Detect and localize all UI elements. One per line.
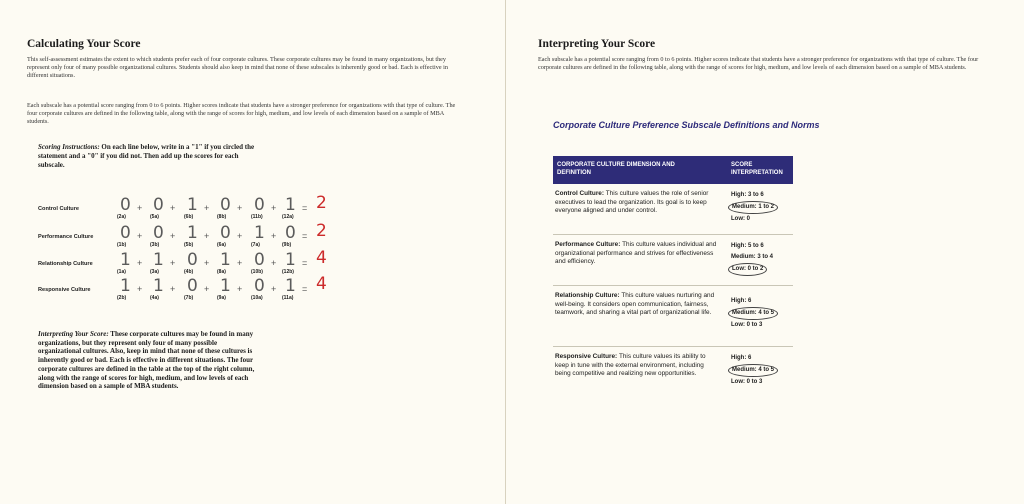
table-row xyxy=(553,184,793,235)
plus-sign: + xyxy=(137,203,143,213)
plus-sign: + xyxy=(137,284,143,294)
dimension-cell xyxy=(555,241,717,267)
score-medium: Medium: 3 to 4 xyxy=(731,254,774,260)
item-reference: (1b) xyxy=(117,242,127,248)
plus-sign: + xyxy=(237,258,243,268)
interpreting-paragraph xyxy=(38,330,260,391)
right-page xyxy=(506,0,1024,504)
plus-sign: + xyxy=(137,258,143,268)
equals-sign: = xyxy=(302,284,308,294)
dimension-cell xyxy=(555,292,717,318)
left-heading: Calculating Your Score xyxy=(27,38,141,50)
medium-circle: Medium: 4 to 5 xyxy=(728,307,778,320)
row-label: Control Culture xyxy=(38,206,80,212)
score-high: High: 6 xyxy=(731,298,752,304)
score-digit: 1 xyxy=(285,276,296,296)
score-digit: 1 xyxy=(120,250,131,270)
plus-sign: + xyxy=(237,284,243,294)
item-reference: (3a) xyxy=(150,269,159,275)
score-low: Low: 0 to 3 xyxy=(731,379,763,385)
score-digit: 0 xyxy=(254,276,265,296)
plus-sign: + xyxy=(137,231,143,241)
item-reference: (5a) xyxy=(150,214,159,220)
item-reference: (8b) xyxy=(217,214,227,220)
plus-sign: + xyxy=(237,203,243,213)
score-digit: 1 xyxy=(254,223,265,243)
item-reference: (3b) xyxy=(150,242,160,248)
right-heading: Interpreting Your Score xyxy=(538,38,656,50)
plus-sign: + xyxy=(204,284,210,294)
score-medium xyxy=(731,201,778,214)
scoring-instructions xyxy=(38,143,266,170)
score-digit: 1 xyxy=(153,250,164,270)
item-reference: (11b) xyxy=(251,214,263,220)
right-paragraph: Each subscale has a potential score ranging from 0 to 6 points. Higher scores indicate that students have a stronger preference for organizations with that type of culture. The four corporate cultures are defined in the following table, along with the range of scores for high, medium, and low levels of each dimension based on a sample of MBA students. xyxy=(538,56,979,72)
score-digit: 0 xyxy=(220,223,231,243)
item-reference: (9a) xyxy=(217,295,226,301)
score-digit: 0 xyxy=(254,250,265,270)
item-reference: (2a) xyxy=(117,214,126,220)
score-digit: 0 xyxy=(153,195,164,215)
dimension-definition: This culture values individual and organizational performance and strives for effectiveness and efficiency. xyxy=(555,241,717,266)
item-reference: (9b) xyxy=(282,242,292,248)
score-digit: 1 xyxy=(187,223,198,243)
subscale-total: 2 xyxy=(316,193,327,213)
score-digit: 0 xyxy=(254,195,265,215)
score-cell xyxy=(731,353,778,388)
item-reference: (6a) xyxy=(217,242,226,248)
plus-sign: + xyxy=(204,231,210,241)
dimension-cell xyxy=(555,353,717,379)
score-digit: 0 xyxy=(285,223,296,243)
plus-sign: + xyxy=(271,284,277,294)
score-digit: 0 xyxy=(187,250,198,270)
score-digit: 1 xyxy=(285,195,296,215)
left-paragraph-2: Each subscale has a potential score ranging from 0 to 6 points. Higher scores indicate that students have a stronger preference for organizations with that type of culture. The four corporate cultures are defined in the following table, along with the range of scores for high, medium, and low levels of each dimension based on a sample of MBA students. xyxy=(27,102,456,126)
score-high: High: 6 xyxy=(731,355,752,361)
score-low: Low: 0 to 3 xyxy=(731,322,763,328)
item-reference: (10a) xyxy=(251,295,263,301)
item-reference: (1a) xyxy=(117,269,126,275)
equals-sign: = xyxy=(302,258,308,268)
row-label: Performance Culture xyxy=(38,234,94,240)
dimension-term: Responsive Culture: xyxy=(555,353,618,360)
plus-sign: + xyxy=(170,258,176,268)
plus-sign: + xyxy=(237,231,243,241)
plus-sign: + xyxy=(271,203,277,213)
item-reference: (4b) xyxy=(184,269,194,275)
score-digit: 1 xyxy=(187,195,198,215)
scoring-instructions-lead: Scoring Instructions: xyxy=(38,143,100,151)
table-header xyxy=(553,156,793,184)
dimension-definition: This culture values nurturing and well-being. It considers open communication, fairness, teamwork, and sharing a vital part of organizational life. xyxy=(555,292,715,317)
header-score: SCORE INTERPRETATION xyxy=(731,162,783,176)
score-digit: 0 xyxy=(187,276,198,296)
item-reference: (11a) xyxy=(282,295,294,301)
plus-sign: + xyxy=(271,258,277,268)
medium-circle: Medium: 1 to 2 xyxy=(728,201,778,214)
row-label: Relationship Culture xyxy=(38,261,93,267)
item-reference: (6b) xyxy=(184,214,194,220)
subscale-total: 4 xyxy=(316,274,327,294)
table-title: Corporate Culture Preference Subscale Definitions and Norms xyxy=(553,120,820,130)
low-circle: Low: 0 to 2 xyxy=(728,263,767,276)
item-reference: (5b) xyxy=(184,242,194,248)
plus-sign: + xyxy=(170,231,176,241)
score-digit: 0 xyxy=(220,195,231,215)
score-low: Low: 0 xyxy=(731,216,750,222)
item-reference: (2b) xyxy=(117,295,127,301)
score-cell xyxy=(731,241,773,276)
left-page xyxy=(0,0,506,504)
item-reference: (10b) xyxy=(251,269,263,275)
score-high: High: 5 to 6 xyxy=(731,243,764,249)
table-row xyxy=(553,235,793,286)
dimension-cell xyxy=(555,190,717,216)
score-high: High: 3 to 6 xyxy=(731,192,764,198)
dimension-term: Control Culture: xyxy=(555,190,604,197)
subscale-total: 2 xyxy=(316,221,327,241)
scoring-instructions-text: On each line below, write in a "1" if you circled the statement and a "0" if you did not. Then add up the scores for each subscale. xyxy=(38,143,255,169)
plus-sign: + xyxy=(271,231,277,241)
dimension-term: Performance Culture: xyxy=(555,241,621,248)
interpreting-text: These corporate cultures may be found in many organizations, but they represent only four of many possible organizational cultures. Also, keep in mind that none of these cultures is inherently good or bad. Each is effective in different situations. The four corporate cultures are defined in the table at the top of the right column, along with the range of scores for high, medium, and low levels of each dimension based on a sample of MBA students. xyxy=(38,330,255,391)
score-digit: 1 xyxy=(220,250,231,270)
score-digit: 0 xyxy=(120,223,131,243)
header-dimension: CORPORATE CULTURE DIMENSION AND DEFINITION xyxy=(557,162,675,176)
score-digit: 1 xyxy=(153,276,164,296)
table-row xyxy=(553,286,793,347)
plus-sign: + xyxy=(170,203,176,213)
score-digit: 0 xyxy=(120,195,131,215)
interpreting-lead: Interpreting Your Score: xyxy=(38,330,109,338)
dimension-definition: This culture values the role of senior executives to lead the organization. Its goal is to keep everyone aligned and under control. xyxy=(555,190,709,215)
score-digit: 0 xyxy=(153,223,164,243)
score-cell xyxy=(731,190,778,225)
item-reference: (8a) xyxy=(217,269,226,275)
score-cell xyxy=(731,296,778,331)
subscale-total: 4 xyxy=(316,248,327,268)
plus-sign: + xyxy=(204,258,210,268)
dimension-term: Relationship Culture: xyxy=(555,292,620,299)
item-reference: (12a) xyxy=(282,214,294,220)
score-digit: 1 xyxy=(285,250,296,270)
score-medium xyxy=(731,307,778,320)
equals-sign: = xyxy=(302,203,308,213)
table-row xyxy=(553,347,793,399)
dimension-definition: This culture values its ability to keep in tune with the external environment, including being competitive and realizing new opportunities. xyxy=(555,353,706,378)
score-medium xyxy=(731,364,778,377)
score-digit: 1 xyxy=(220,276,231,296)
equals-sign: = xyxy=(302,231,308,241)
plus-sign: + xyxy=(204,203,210,213)
score-low xyxy=(731,263,773,276)
item-reference: (7a) xyxy=(251,242,260,248)
plus-sign: + xyxy=(170,284,176,294)
medium-circle: Medium: 4 to 5 xyxy=(728,364,778,377)
left-paragraph-1: This self-assessment estimates the extent to which students prefer each of four corporate cultures. These corporate cultures may be found in many organizations, but they represent only four of many possible organizational cultures. Students should also keep in mind that none of these subscales is inherently good or bad. Each is effective in different situations. xyxy=(27,56,448,80)
norms-table xyxy=(553,156,793,399)
item-reference: (12b) xyxy=(282,269,294,275)
row-label: Responsive Culture xyxy=(38,287,91,293)
item-reference: (7b) xyxy=(184,295,194,301)
item-reference: (4a) xyxy=(150,295,159,301)
score-digit: 1 xyxy=(120,276,131,296)
